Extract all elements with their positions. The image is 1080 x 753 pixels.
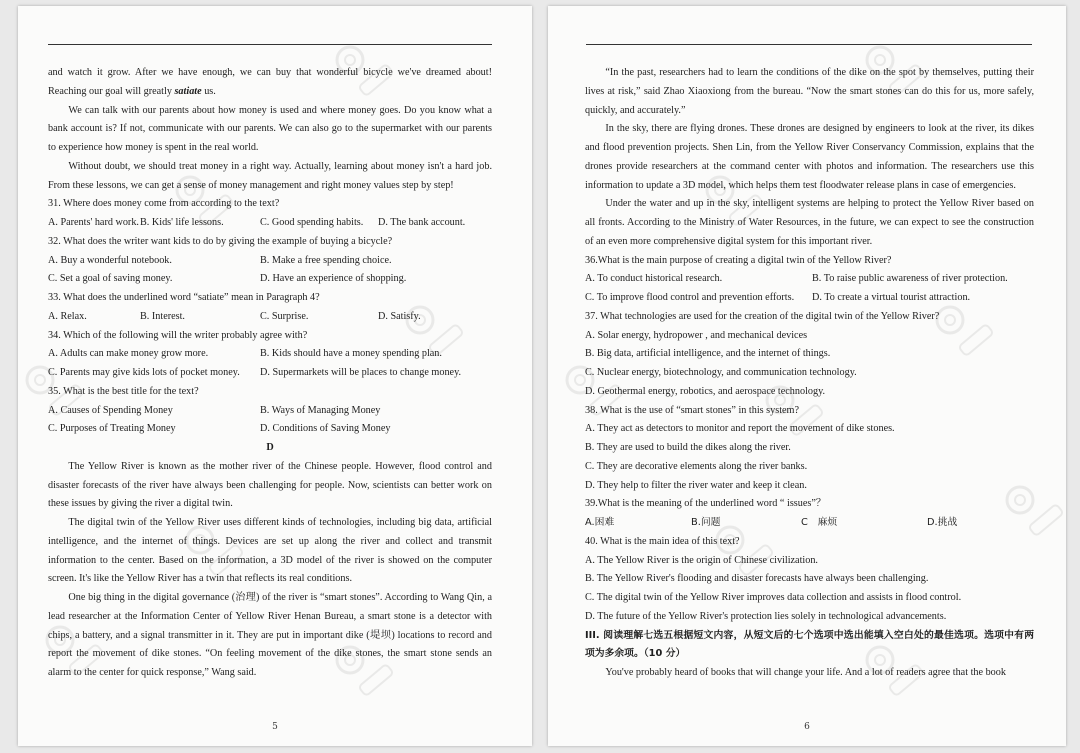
right-page-content	[585, 64, 1034, 683]
option-c: C. They are decorative elements along the river banks.	[585, 460, 808, 472]
question-stem: 37. What technologies are used for the creation of the digital twin of the Yellow River?	[585, 310, 940, 322]
question-options	[48, 364, 492, 383]
question-33	[48, 289, 492, 327]
question-36	[585, 252, 1034, 308]
option-c: C 麻烦	[801, 517, 838, 528]
question-options	[585, 514, 1034, 533]
paragraph: The digital twin of the Yellow River uses different kinds of technologies, including big data, artificial intelligence, and the internet of things. Devices are set up along the river and collect and transmit information to the center. Based on the information, a 3D model of the river is showed on the computer screen. It's like the Yellow River has a twin that reflects its real conditions.	[48, 517, 492, 585]
option-d: D. They help to filter the river water and keep it clean.	[585, 479, 807, 491]
option-a: A. Relax.	[48, 310, 87, 322]
paragraph: “In the past, researchers had to learn the conditions of the dike on the spot by themselves, putting their lives at risk,” said Zhao Xiaoxiong from the bureau. “Now the smart stones can do this for us, more safely, quickly, and accurately.”	[585, 67, 1034, 116]
question-options	[585, 289, 1034, 308]
question-options	[585, 270, 1034, 289]
question-39	[585, 495, 1034, 533]
option-d: D. To create a virtual tourist attraction.	[812, 292, 971, 303]
question-stem: 38. What is the use of “smart stones” in this system?	[585, 404, 799, 416]
header-rule	[48, 44, 492, 45]
option-d: D. Conditions of Saving Money	[260, 423, 391, 435]
question-35	[48, 383, 492, 439]
paragraph: In the sky, there are flying drones. These drones are designed by engineers to look at the river, its dikes and flood prevention projects. Shen Lin, from the Yellow River Conservancy Commission, explains that the drones provide researchers at the command center with photos and information. The researchers use this information to update a 3D model, which helps them test floodwater release plans in case of emergencies.	[585, 123, 1034, 191]
option-c: C. To improve flood control and prevention efforts.	[585, 292, 795, 303]
option-b: B.问题	[691, 517, 721, 528]
question-stem: 31. Where does money come from according to the text?	[48, 198, 280, 210]
option-b: B. Ways of Managing Money	[260, 404, 381, 416]
question-stem: 36.What is the main purpose of creating a digital twin of the Yellow River?	[585, 254, 892, 266]
option-a: A. Solar energy, hydropower , and mechanical devices	[585, 329, 808, 341]
exam-page-left	[18, 6, 532, 746]
question-stem: 33. What does the underlined word “satiate” mean in Paragraph 4?	[48, 292, 320, 303]
question-40	[585, 533, 1034, 627]
paragraph: The Yellow River is known as the mother river of the Chinese people. However, flood control and disaster forecasts of the river have always been challenging for people. Now, scientists can better work on these issues by giving the river a digital twin.	[48, 460, 492, 510]
question-stem: 35. What is the best title for the text?	[48, 385, 199, 397]
option-a: A. Adults can make money grow more.	[48, 348, 209, 360]
question-stem: 40. What is the main idea of this text?	[585, 535, 740, 547]
option-d: D.挑战	[927, 517, 958, 528]
question-31	[48, 195, 492, 233]
option-a: A. They act as detectors to monitor and report the movement of dike stones.	[585, 423, 895, 435]
question-options	[48, 402, 492, 421]
section-heading-d: D	[266, 442, 274, 453]
option-b: B. Big data, artificial intelligence, and the internet of things.	[585, 348, 831, 360]
option-a: A. Buy a wonderful notebook.	[48, 254, 172, 266]
header-rule	[586, 44, 1032, 45]
question-stem: 34. Which of the following will the writer probably agree with?	[48, 329, 308, 341]
paragraph: One big thing in the digital governance (治理) of the river is “smart stones”. According to Wang Qin, a lead researcher at the Information Center of Yellow River Henan Bureau, a smart stone is a detector with chips, a battery, and a signal transmitter in it. They are put in important dike (堤坝) locations to record and report the movement of dike stones. “On feeling movement of the dike stones, the smart stone sends an alarm to the center for quick response,” Wang said.	[48, 592, 492, 678]
option-d: D. Geothermal energy, robotics, and aerospace technology.	[585, 385, 826, 397]
option-d: D. The future of the Yellow River's protection lies solely in technological advancements.	[585, 610, 947, 622]
option-b: B. Make a free spending choice.	[260, 254, 392, 266]
option-a: A.困难	[585, 517, 615, 528]
section-iii-instructions: III. 阅读理解七选五根据短文内容，从短文后的七个选项中选出能填入空白处的最佳选项。选项中有两项为多余项。（10 分）	[585, 629, 1034, 660]
question-options	[48, 308, 492, 327]
option-d: D. Supermarkets will be places to change money.	[260, 367, 462, 378]
option-c: C. Parents may give kids lots of pocket money.	[48, 367, 240, 378]
question-38	[585, 402, 1034, 496]
question-options	[48, 345, 492, 364]
exam-page-right	[548, 6, 1066, 746]
option-c: C. Nuclear energy, biotechnology, and communication technology.	[585, 367, 857, 378]
question-options	[48, 214, 492, 233]
question-options	[48, 420, 492, 439]
question-37	[585, 308, 1034, 402]
page-number: 6	[804, 722, 810, 732]
question-stem: 39.What is the meaning of the underlined word “ issues”？	[585, 498, 827, 510]
option-b: B. Kids' life lessons.	[140, 217, 224, 228]
option-c: C. Surprise.	[260, 310, 309, 322]
option-a: A. Parents' hard work.	[48, 217, 139, 228]
option-a: A. Causes of Spending Money	[48, 404, 173, 416]
paragraph: You've probably heard of books that will change your life. And a lot of readers agree that the book	[605, 667, 1006, 678]
option-c: C. Good spending habits.	[260, 217, 364, 228]
question-34	[48, 327, 492, 383]
paragraph: We can talk with our parents about how money is used and where money goes. Do you know what a bank account is? If not, communicate with our parents. We can also go to the supermarket with our parents to experience how money is spent in the real world.	[48, 104, 492, 153]
left-page-content	[48, 64, 492, 683]
option-c: C. Set a goal of saving money.	[48, 273, 173, 285]
paragraph: Under the water and up in the sky, intelligent systems are helping to protect the Yellow River based on all fronts. According to the Ministry of Water Resources, in the future, we can expect to see the construction of an even more comprehensive digital system for this important river.	[585, 198, 1034, 247]
option-b: B. Kids should have a money spending plan.	[260, 348, 442, 360]
option-b: B. They are used to build the dikes along the river.	[585, 442, 791, 453]
question-32	[48, 233, 492, 289]
underlined-word-satiate: satiate	[174, 85, 202, 97]
option-b: B. The Yellow River's flooding and disaster forecasts have always been challenging.	[585, 573, 929, 585]
option-a: A. To conduct historical research.	[585, 273, 723, 285]
option-a: A. The Yellow River is the origin of Chinese civilization.	[585, 554, 818, 566]
option-d: D. Satisfy.	[378, 310, 421, 322]
option-c: C. The digital twin of the Yellow River improves data collection and assists in flood control.	[585, 592, 962, 603]
option-c: C. Purposes of Treating Money	[48, 423, 176, 435]
question-options	[48, 252, 492, 271]
option-b: B. To raise public awareness of river protection.	[812, 273, 1008, 285]
question-options	[48, 270, 492, 289]
option-b: B. Interest.	[140, 310, 185, 322]
page-number: 5	[272, 722, 278, 732]
paragraph: Without doubt, we should treat money in a right way. Actually, learning about money isn't a hard job. From these lessons, we can get a sense of money management and right money values step by step!	[48, 160, 492, 191]
option-d: D. The bank account.	[378, 217, 466, 228]
question-stem: 32. What does the writer want kids to do by giving the example of buying a bicycle?	[48, 235, 393, 247]
paragraph: and watch it grow. After we have enough, we can buy that wonderful bicycle we've dreamed about! Reaching our goal will greatly satiate us.	[48, 67, 492, 97]
option-d: D. Have an experience of shopping.	[260, 273, 407, 285]
